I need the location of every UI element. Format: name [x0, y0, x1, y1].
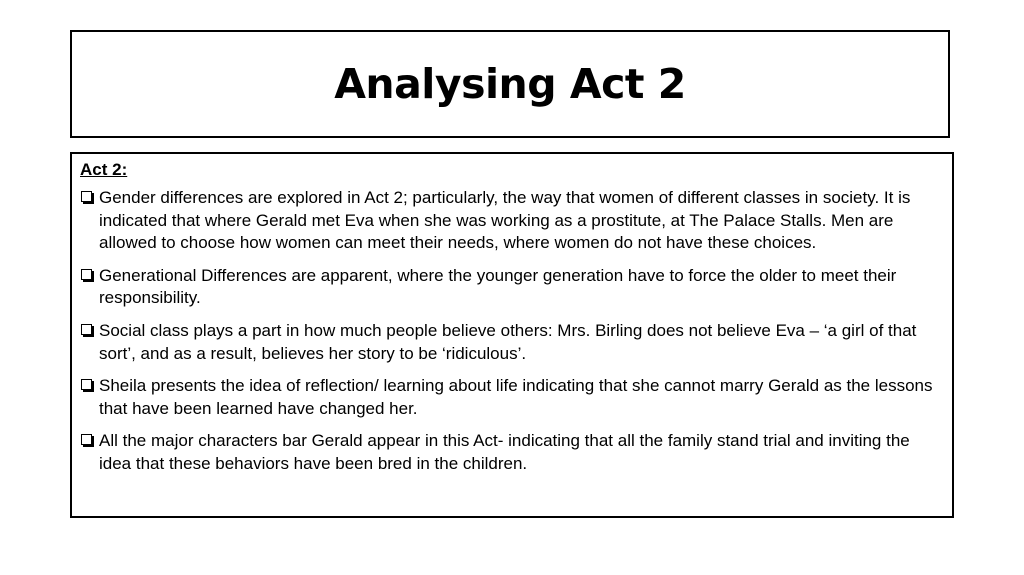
- bullet-text: Sheila presents the idea of reflection/ learning about life indicating that she cannot marry Gerald as the lessons that have been learned have changed her.: [99, 376, 933, 418]
- bullet-text: Gender differences are explored in Act 2; particularly, the way that women of different classes in society. It is indicated that where Gerald met Eva when she was working as a prostitute, at The Palace Stalls. Men are allowed to choose how women can meet their needs, where women do not have these choices.: [99, 188, 911, 253]
- bullet-item: [80, 320, 942, 365]
- bullet-item: [80, 375, 942, 420]
- hollow-square-bullet-icon: [81, 434, 92, 445]
- content-heading: Act 2:: [80, 160, 128, 179]
- bullet-list: [80, 187, 942, 476]
- hollow-square-bullet-icon: [81, 269, 92, 280]
- bullet-item: [80, 430, 942, 475]
- hollow-square-bullet-icon: [81, 191, 92, 202]
- bullet-text: Social class plays a part in how much people believe others: Mrs. Birling does not believe Eva – ‘a girl of that sort’, and as a result, believes her story to be ‘ridiculous’.: [99, 320, 917, 363]
- title-box: [70, 30, 950, 138]
- bullet-text: All the major characters bar Gerald appear in this Act- indicating that all the family stand trial and inviting the idea that these behaviors have been bred in the children.: [99, 431, 910, 473]
- bullet-item: [80, 265, 942, 310]
- hollow-square-bullet-icon: [81, 379, 92, 390]
- content-box: [70, 152, 954, 518]
- bullet-text: Generational Differences are apparent, where the younger generation have to force the older to meet their responsibility.: [99, 265, 897, 308]
- bullet-item: [80, 187, 942, 255]
- hollow-square-bullet-icon: [81, 324, 92, 335]
- slide-title: Analysing Act 2: [334, 60, 686, 108]
